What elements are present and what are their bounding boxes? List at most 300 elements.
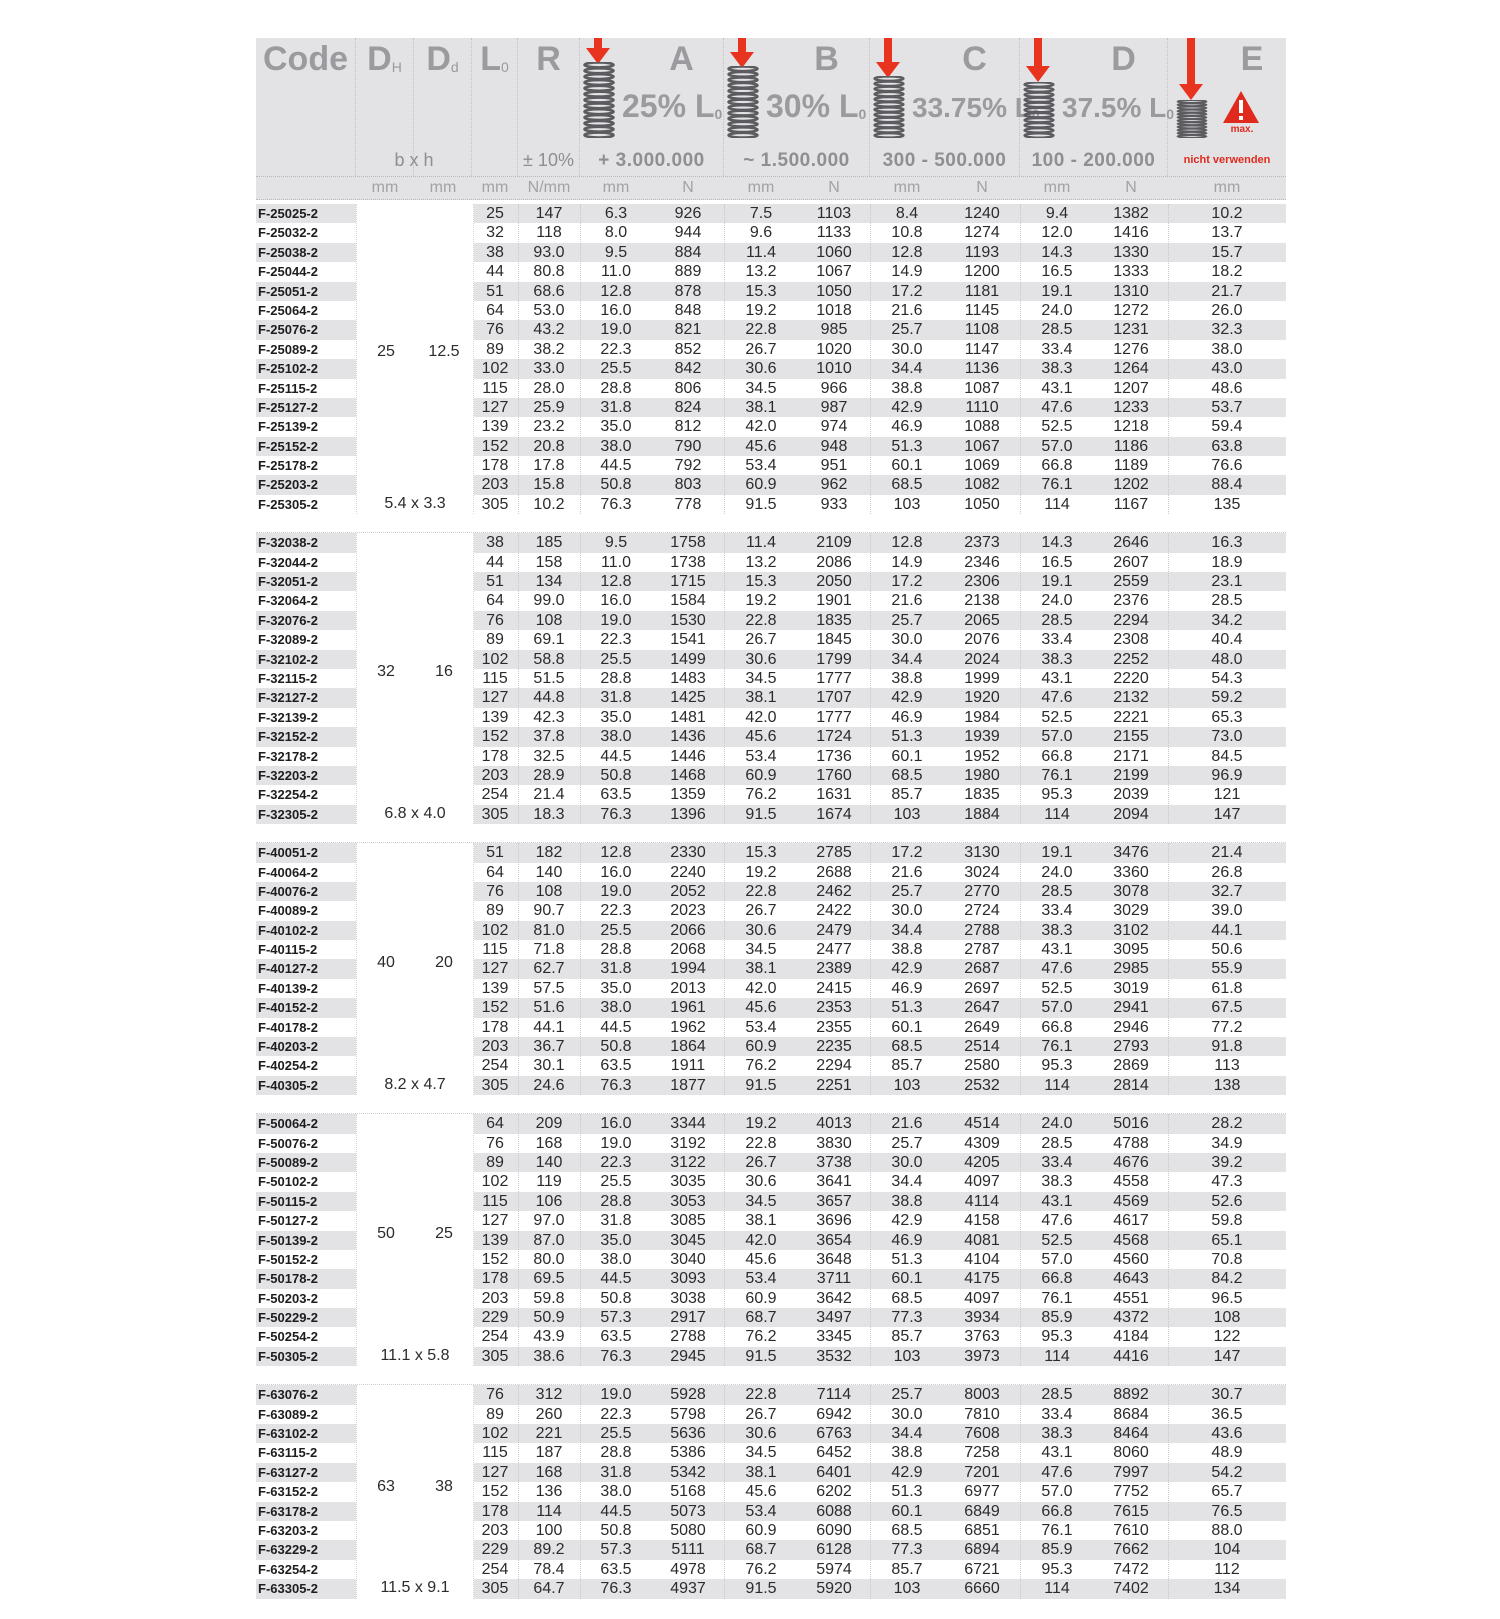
table-cell: 57.5 <box>533 979 565 997</box>
table-cell: 2086 <box>816 553 852 571</box>
table-cell: 87.0 <box>533 1231 565 1249</box>
table-cell: 28.8 <box>600 379 632 397</box>
table-cell: 178 <box>481 1502 509 1520</box>
table-cell: 34.5 <box>745 941 777 959</box>
table-cell: 229 <box>481 1541 509 1559</box>
table-cell: 1939 <box>964 728 1000 746</box>
table-cell: 47.6 <box>1041 1463 1073 1481</box>
table-cell: 1911 <box>670 1057 706 1075</box>
outer-diameter: 63 <box>377 1477 395 1495</box>
table-cell: 3657 <box>816 1192 852 1210</box>
table-cell: 22.3 <box>600 1153 632 1171</box>
table-cell: 53.4 <box>745 1018 777 1036</box>
max-label: max. <box>1230 124 1254 135</box>
table-cell: 66.8 <box>1041 747 1073 765</box>
table-cell: 19.2 <box>745 592 777 610</box>
table-cell: 2330 <box>670 844 706 862</box>
table-cell: 108 <box>535 882 563 900</box>
table-cell: 152 <box>481 1483 509 1501</box>
dh-label-main: D <box>367 40 392 78</box>
table-cell: 76.2 <box>745 1560 777 1578</box>
table-cell: 38.0 <box>600 1250 632 1268</box>
tolerance-label: ± 10% <box>523 150 574 170</box>
table-cell: 23.2 <box>533 418 565 436</box>
table-cell: 102 <box>481 921 509 939</box>
table-cell: 8.0 <box>604 224 628 242</box>
table-cell: 1499 <box>670 650 706 668</box>
table-cell: 28.8 <box>600 1192 632 1210</box>
table-cell: 19.1 <box>1041 844 1073 862</box>
table-cell: 64 <box>486 301 504 319</box>
table-cell: 260 <box>535 1405 563 1423</box>
table-cell: 852 <box>674 340 702 358</box>
inner-diameter: 38 <box>435 1477 453 1495</box>
table-cell: 135 <box>1213 495 1241 513</box>
r-label <box>518 40 579 79</box>
table-cell: 305 <box>481 805 509 823</box>
table-cell: 19.0 <box>600 882 632 900</box>
table-cell: 21.6 <box>891 863 923 881</box>
table-cell: 44.5 <box>600 1270 632 1288</box>
table-cell: 122 <box>1213 1328 1241 1346</box>
column-divider <box>724 204 725 514</box>
group-dimensions <box>356 1114 474 1366</box>
table-cell: 147 <box>535 205 563 222</box>
table-cell: 11.0 <box>601 263 631 281</box>
table-cell: 59.2 <box>1211 689 1243 707</box>
table-cell: 6721 <box>964 1560 1000 1578</box>
table-cell: 1961 <box>670 999 706 1017</box>
table-cell: 2646 <box>1113 534 1149 552</box>
table-cell: 103 <box>893 805 921 823</box>
table-cell: 114 <box>1044 1076 1070 1094</box>
table-cell: 185 <box>535 534 563 552</box>
table-cell: 26.7 <box>745 902 777 920</box>
spring-code: F-63115-2 <box>258 1445 318 1461</box>
col-e-letter: E <box>1240 40 1264 78</box>
table-cell: 95.3 <box>1041 1328 1073 1346</box>
table-cell: 42.9 <box>891 1212 923 1230</box>
table-cell: 43.0 <box>1211 360 1243 378</box>
table-cell: 2050 <box>816 573 852 591</box>
table-cell: 4205 <box>964 1153 1000 1171</box>
table-cell: 12.8 <box>600 573 632 591</box>
table-cell: 51.3 <box>891 1250 923 1268</box>
table-cell: 54.2 <box>1211 1463 1243 1481</box>
table-cell: 1018 <box>816 301 852 319</box>
table-cell: 2306 <box>964 573 1000 591</box>
table-cell: 3122 <box>670 1153 706 1171</box>
table-cell: 31.8 <box>600 689 632 707</box>
table-cell: 778 <box>674 495 702 513</box>
spring-code: F-63178-2 <box>258 1503 318 1519</box>
table-cell: 1584 <box>670 592 706 610</box>
table-cell: 16.5 <box>1041 263 1073 281</box>
column-divider <box>1020 533 1021 824</box>
table-cell: 30.0 <box>891 1405 923 1423</box>
table-cell: 3085 <box>670 1212 706 1230</box>
table-cell: 1010 <box>816 360 852 378</box>
table-cell: 2155 <box>1113 728 1149 746</box>
table-cell: 2094 <box>1113 805 1149 823</box>
table-cell: 63.5 <box>600 1560 632 1578</box>
spring-code: F-32044-2 <box>258 554 318 570</box>
column-divider <box>518 533 519 824</box>
table-cell: 85.9 <box>1041 1541 1073 1559</box>
outer-diameter: 25 <box>377 342 395 360</box>
table-cell: 2814 <box>1113 1076 1149 1094</box>
table-cell: 158 <box>535 553 563 571</box>
table-cell: 8892 <box>1113 1386 1149 1404</box>
col-a-cycles: + 3.000.000 <box>598 150 705 171</box>
table-cell: 76.2 <box>745 786 777 804</box>
column-divider <box>724 843 725 1095</box>
table-cell: 3648 <box>816 1250 852 1268</box>
table-cell: 2917 <box>670 1309 706 1327</box>
spring-code: F-32089-2 <box>258 632 318 648</box>
table-cell: 42.0 <box>745 979 777 997</box>
table-header <box>256 38 1286 177</box>
spring-code: F-63229-2 <box>258 1542 318 1558</box>
dh-label <box>356 40 413 79</box>
table-cell: 3934 <box>964 1309 1000 1327</box>
table-cell: 42.9 <box>891 1463 923 1481</box>
table-cell: 89 <box>486 631 504 649</box>
table-cell: 76.3 <box>600 495 632 513</box>
table-cell: 64 <box>486 863 504 881</box>
col-b-percent <box>766 88 866 125</box>
column-divider <box>580 843 581 1095</box>
table-cell: 68.5 <box>891 476 923 494</box>
table-cell: 66.8 <box>1041 1270 1073 1288</box>
table-cell: 50.8 <box>600 476 632 494</box>
table-cell: 1133 <box>816 224 852 242</box>
table-cell: 60.1 <box>891 1270 923 1288</box>
down-arrow-icon <box>729 38 755 68</box>
col-c-percent-sub: 0 <box>1031 106 1040 122</box>
table-cell: 5168 <box>670 1483 706 1501</box>
table-cell: 985 <box>820 321 848 339</box>
table-cell: 64 <box>486 1115 504 1133</box>
table-cell: 1136 <box>964 360 1000 378</box>
table-cell: 933 <box>820 495 848 513</box>
table-cell: 2251 <box>816 1076 852 1094</box>
table-cell: 51.5 <box>533 669 565 687</box>
table-cell: 28.5 <box>1041 611 1073 629</box>
table-cell: 2373 <box>964 534 1000 552</box>
table-cell: 305 <box>481 1580 509 1598</box>
table-cell: 31.8 <box>600 960 632 978</box>
table-cell: 1483 <box>670 669 706 687</box>
table-cell: 76 <box>486 882 504 900</box>
wire-section: 8.2 x 4.7 <box>384 1075 446 1093</box>
spring-code: F-63254-2 <box>258 1561 318 1577</box>
table-cell: 30.6 <box>745 1425 777 1443</box>
table-cell: 63.5 <box>600 1328 632 1346</box>
table-cell: 2235 <box>816 1038 852 1056</box>
table-cell: 4937 <box>670 1580 706 1598</box>
table-cell: 89 <box>486 1153 504 1171</box>
table-cell: 1088 <box>964 418 1000 436</box>
table-cell: 28.0 <box>533 379 565 397</box>
table-cell: 60.9 <box>745 1038 777 1056</box>
table-cell: 34.5 <box>745 669 777 687</box>
table-cell: 134 <box>535 573 563 591</box>
table-cell: 69.1 <box>533 631 565 649</box>
table-cell: 3711 <box>816 1270 852 1288</box>
table-cell: 2294 <box>816 1057 852 1075</box>
table-cell: 3035 <box>670 1173 706 1191</box>
table-cell: 1446 <box>670 747 706 765</box>
table-cell: 34.4 <box>891 1173 923 1191</box>
table-cell: 7258 <box>964 1444 1000 1462</box>
code-label-main: Code <box>263 40 348 78</box>
table-cell: 3102 <box>1113 921 1149 939</box>
table-cell: 66.8 <box>1041 457 1073 475</box>
table-cell: 60.9 <box>745 476 777 494</box>
table-cell: 53.7 <box>1211 398 1243 416</box>
table-cell: 115 <box>482 941 508 959</box>
table-cell: 9.6 <box>749 224 773 242</box>
table-cell: 58.8 <box>533 650 565 668</box>
col-a-percent-main: 25% L <box>622 88 715 124</box>
table-cell: 2024 <box>964 650 1000 668</box>
table-cell: 42.0 <box>745 418 777 436</box>
table-cell: 30.0 <box>891 902 923 920</box>
table-cell: 103 <box>893 1076 921 1094</box>
table-cell: 30.6 <box>745 921 777 939</box>
table-cell: 76.5 <box>1211 1502 1243 1520</box>
table-cell: 51.6 <box>533 999 565 1017</box>
table-cell: 25.5 <box>600 1425 632 1443</box>
table-cell: 1984 <box>964 708 1000 726</box>
table-cell: 30.0 <box>891 340 923 358</box>
spring-code: F-25076-2 <box>258 322 318 338</box>
table-cell: 66.8 <box>1041 1018 1073 1036</box>
spring-code: F-40254-2 <box>258 1058 318 1074</box>
table-cell: 46.9 <box>891 708 923 726</box>
table-cell: 28.8 <box>600 1444 632 1462</box>
unit-label: N <box>1125 179 1137 196</box>
column-divider <box>518 1114 519 1366</box>
spring-code: F-40139-2 <box>258 980 318 996</box>
table-cell: 2240 <box>670 863 706 881</box>
column-divider <box>870 533 871 824</box>
unit-label: mm <box>481 179 509 196</box>
table-cell: 806 <box>674 379 702 397</box>
table-cell: 44.5 <box>600 747 632 765</box>
lo-label-sub: 0 <box>500 59 509 75</box>
table-cell: 15.3 <box>745 573 777 591</box>
table-cell: 44.8 <box>533 689 565 707</box>
table-cell: 22.3 <box>600 1405 632 1423</box>
table-cell: 187 <box>535 1444 563 1462</box>
header-col-b <box>724 38 870 176</box>
table-cell: 43.2 <box>533 321 565 339</box>
spring-code: F-63076-2 <box>258 1387 318 1403</box>
table-cell: 34.4 <box>891 650 923 668</box>
table-cell: 2462 <box>816 882 852 900</box>
table-cell: 38.2 <box>533 340 565 358</box>
table-cell: 78.4 <box>533 1560 565 1578</box>
table-cell: 26.7 <box>745 340 777 358</box>
wire-section: 5.4 x 3.3 <box>384 495 446 512</box>
table-cell: 28.5 <box>1211 592 1243 610</box>
table-cell: 140 <box>535 1153 563 1171</box>
table-cell: 3830 <box>816 1134 852 1152</box>
table-cell: 1218 <box>1113 418 1149 436</box>
table-cell: 28.5 <box>1041 1134 1073 1152</box>
table-cell: 76 <box>486 1134 504 1152</box>
table-cell: 68.7 <box>745 1541 777 1559</box>
table-cell: 2945 <box>670 1347 706 1365</box>
table-cell: 3532 <box>816 1347 852 1365</box>
table-cell: 32 <box>486 224 504 242</box>
table-cell: 46.9 <box>891 418 923 436</box>
table-cell: 48.0 <box>1211 650 1243 668</box>
spring-code: F-50064-2 <box>258 1116 318 1132</box>
table-cell: 2415 <box>816 979 852 997</box>
table-cell: 7752 <box>1113 1483 1149 1501</box>
table-cell: 65.7 <box>1211 1483 1243 1501</box>
table-cell: 53.4 <box>745 747 777 765</box>
table-cell: 103 <box>893 1580 921 1598</box>
table-cell: 1108 <box>964 321 1000 339</box>
spring-code: F-25044-2 <box>258 264 318 280</box>
table-cell: 3024 <box>964 863 1000 881</box>
table-cell: 136 <box>535 1483 563 1501</box>
table-cell: 118 <box>536 224 562 242</box>
table-cell: 1110 <box>965 398 999 416</box>
table-cell: 46.9 <box>891 979 923 997</box>
table-cell: 24.0 <box>1041 863 1073 881</box>
table-cell: 38.0 <box>1211 340 1243 358</box>
table-cell: 114 <box>1044 1580 1070 1598</box>
table-cell: 16.0 <box>600 1115 632 1133</box>
table-cell: 8.4 <box>895 205 919 222</box>
table-cell: 60.9 <box>745 1522 777 1539</box>
table-cell: 5920 <box>816 1580 852 1598</box>
table-cell: 39.0 <box>1211 902 1243 920</box>
table-cell: 121 <box>1213 786 1241 804</box>
table-cell: 7610 <box>1113 1522 1149 1539</box>
table-cell: 34.5 <box>745 1192 777 1210</box>
table-cell: 52.5 <box>1041 979 1073 997</box>
table-cell: 5073 <box>670 1502 706 1520</box>
table-cell: 68.7 <box>745 1309 777 1327</box>
table-cell: 114 <box>1044 495 1070 513</box>
spring-code: F-25025-2 <box>258 206 318 221</box>
table-cell: 38.0 <box>600 1483 632 1501</box>
table-cell: 108 <box>535 611 563 629</box>
table-cell: 1715 <box>670 573 706 591</box>
table-cell: 114 <box>1044 805 1070 823</box>
table-cell: 35.0 <box>600 418 632 436</box>
table-cell: 14.9 <box>891 553 923 571</box>
table-cell: 15.3 <box>745 282 777 300</box>
table-cell: 32.5 <box>533 747 565 765</box>
table-cell: 38.8 <box>891 379 923 397</box>
spring-code: F-40076-2 <box>258 883 318 899</box>
table-cell: 102 <box>481 650 509 668</box>
table-cell: 1416 <box>1113 224 1149 242</box>
table-cell: 77.3 <box>891 1309 923 1327</box>
table-cell: 12.0 <box>1041 224 1073 242</box>
spring-code: F-32115-2 <box>258 670 318 686</box>
column-divider <box>1020 843 1021 1095</box>
table-cell: 3038 <box>670 1289 706 1307</box>
table-cell: 127 <box>481 689 509 707</box>
table-cell: 38.1 <box>745 1212 777 1230</box>
table-cell: 51.3 <box>891 999 923 1017</box>
table-cell: 1069 <box>964 457 1000 475</box>
table-cell: 5016 <box>1113 1115 1149 1133</box>
column-divider <box>518 204 519 514</box>
table-cell: 1980 <box>964 766 1000 784</box>
table-cell: 91.5 <box>745 495 777 513</box>
col-a-percent <box>622 88 722 125</box>
table-cell: 16.0 <box>600 301 632 319</box>
table-cell: 67.5 <box>1211 999 1243 1017</box>
table-cell: 17.2 <box>891 282 923 300</box>
table-cell: 13.7 <box>1211 224 1243 242</box>
table-cell: 25.5 <box>600 1173 632 1191</box>
table-cell: 4558 <box>1113 1173 1149 1191</box>
down-arrow-icon <box>875 38 901 78</box>
column-divider <box>724 1385 725 1598</box>
table-cell: 24.0 <box>1041 592 1073 610</box>
table-cell: 168 <box>535 1134 563 1152</box>
table-cell: 1952 <box>964 747 1000 765</box>
table-cell: 96.5 <box>1211 1289 1243 1307</box>
compressed-spring-icon <box>1176 100 1208 138</box>
table-cell: 28.8 <box>600 669 632 687</box>
table-cell: 50.8 <box>600 1038 632 1056</box>
table-cell: 69.5 <box>533 1270 565 1288</box>
table-cell: 22.3 <box>600 902 632 920</box>
table-cell: 32.3 <box>1211 321 1243 339</box>
table-cell: 25 <box>486 205 504 222</box>
table-cell: 45.6 <box>745 1483 777 1501</box>
table-cell: 4643 <box>1113 1270 1149 1288</box>
table-cell: 50.8 <box>600 1289 632 1307</box>
spring-code: F-25051-2 <box>258 283 318 299</box>
table-cell: 803 <box>674 476 702 494</box>
table-cell: 1736 <box>816 747 852 765</box>
do-not-use-label: nicht verwenden <box>1183 154 1271 166</box>
table-cell: 51 <box>486 844 504 862</box>
table-cell: 84.2 <box>1211 1270 1243 1288</box>
table-cell: 1835 <box>816 611 852 629</box>
table-cell: 8464 <box>1113 1425 1149 1443</box>
table-cell: 12.8 <box>600 844 632 862</box>
table-cell: 14.3 <box>1041 243 1073 261</box>
table-cell: 9.5 <box>604 243 628 261</box>
table-cell: 19.2 <box>745 863 777 881</box>
table-cell: 50.9 <box>533 1309 565 1327</box>
col-b-percent-main: 30% L <box>766 88 859 124</box>
table-cell: 53.4 <box>745 1270 777 1288</box>
spring-code: F-40127-2 <box>258 961 318 977</box>
outer-diameter: 40 <box>377 954 395 972</box>
table-cell: 45.6 <box>745 999 777 1017</box>
inner-diameter: 16 <box>435 662 453 680</box>
table-cell: 22.8 <box>745 321 777 339</box>
table-cell: 36.7 <box>533 1038 565 1056</box>
table-cell: 1231 <box>1113 321 1149 339</box>
table-cell: 2869 <box>1113 1057 1149 1075</box>
dd-label <box>414 40 471 79</box>
